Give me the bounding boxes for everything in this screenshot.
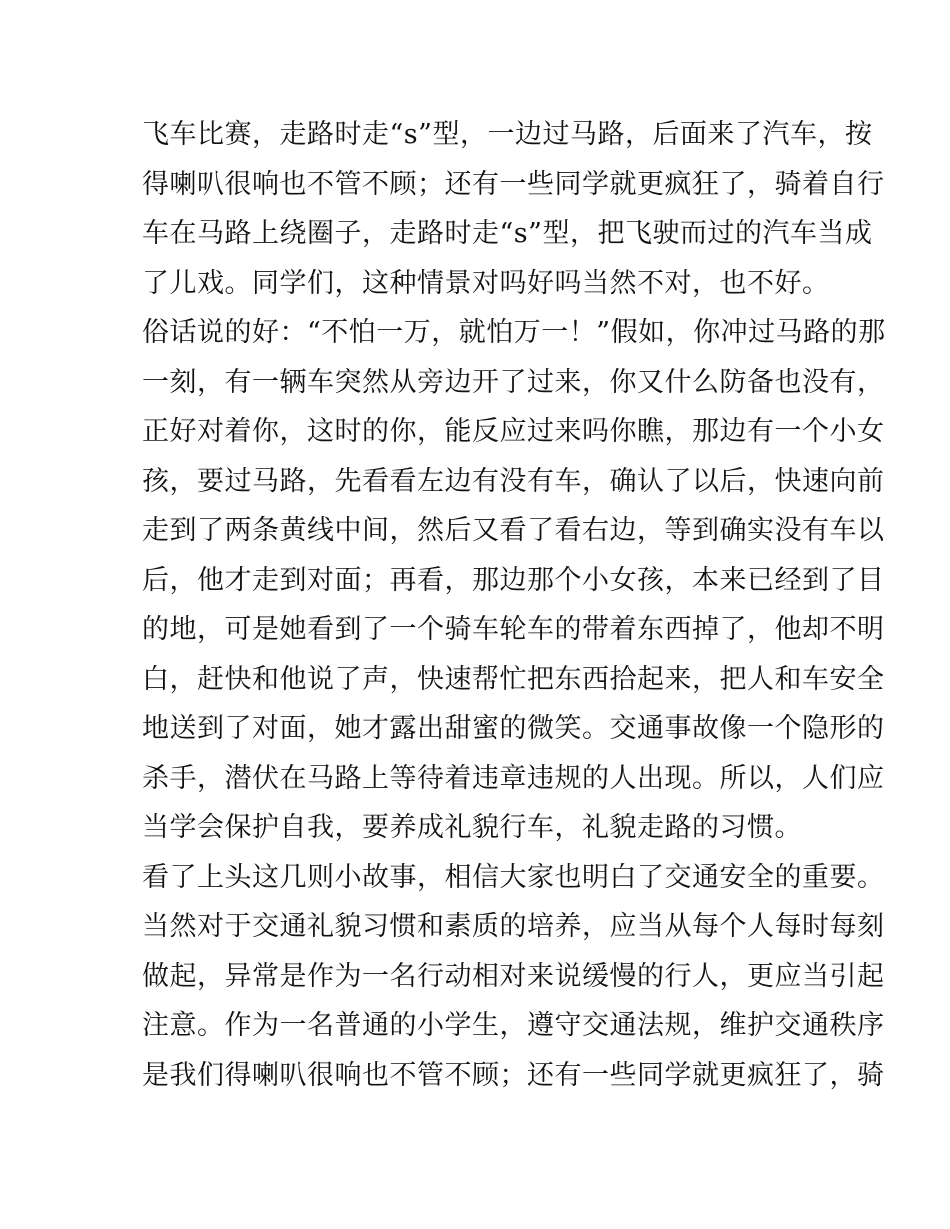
text-line: 看了上头这几则小故事，相信大家也明白了交通安全的重要。 xyxy=(142,861,885,893)
text-line: 俗话说的好：“不怕一万，就怕万一！”假如，你冲过马路的那 xyxy=(142,317,886,348)
text-line: 了儿戏。同学们，这种情景对吗好吗当然不对，也不好。 xyxy=(142,267,830,299)
text-line: 的地，可是她看到了一个骑车轮车的带着东西掉了，他却不明 xyxy=(142,614,885,645)
text-line: 车在马路上绕圈子，走路时走“s”型，把飞驶而过的汽车当成 xyxy=(142,218,873,249)
text-line: 当然对于交通礼貌习惯和素质的培养，应当从每个人每时每刻 xyxy=(142,911,885,942)
text-line: 做起，异常是作为一名行动相对来说缓慢的行人，更应当引起 xyxy=(142,960,885,992)
text-line: 后，他才走到对面；再看，那边那个小女孩，本来已经到了目 xyxy=(142,564,885,596)
text-line: 当学会保护自我，要养成礼貌行车，礼貌走路的习惯。 xyxy=(142,812,802,843)
text-line: 注意。作为一名普通的小学生，遵守交通法规，维护交通秩序 xyxy=(142,1010,885,1041)
text-line: 得喇叭很响也不管不顾；还有一些同学就更疯狂了，骑着自行 xyxy=(142,168,885,200)
text-line: 地送到了对面，她才露出甜蜜的微笑。交通事故像一个隐形的 xyxy=(142,713,885,744)
text-line: 杀手，潜伏在马路上等待着违章违规的人出现。所以，人们应 xyxy=(142,762,885,794)
text-line: 飞车比赛，走路时走“s”型，一边过马路，后面来了汽车，按 xyxy=(142,119,873,150)
text-line: 孩，要过马路，先看看左边有没有车，确认了以后，快速向前 xyxy=(142,465,885,497)
body-text xyxy=(142,110,886,1100)
text-line: 是我们得喇叭很响也不管不顾；还有一些同学就更疯狂了，骑 xyxy=(142,1059,885,1091)
text-line: 白，赶快和他说了声，快速帮忙把东西拾起来，把人和车安全 xyxy=(142,663,885,695)
text-line: 正好对着你，这时的你，能反应过来吗你瞧，那边有一个小女 xyxy=(142,416,885,447)
text-line: 走到了两条黄线中间，然后又看了看右边，等到确实没有车以 xyxy=(142,515,885,546)
text-line: 一刻，有一辆车突然从旁边开了过来，你又什么防备也没有， xyxy=(142,366,885,398)
